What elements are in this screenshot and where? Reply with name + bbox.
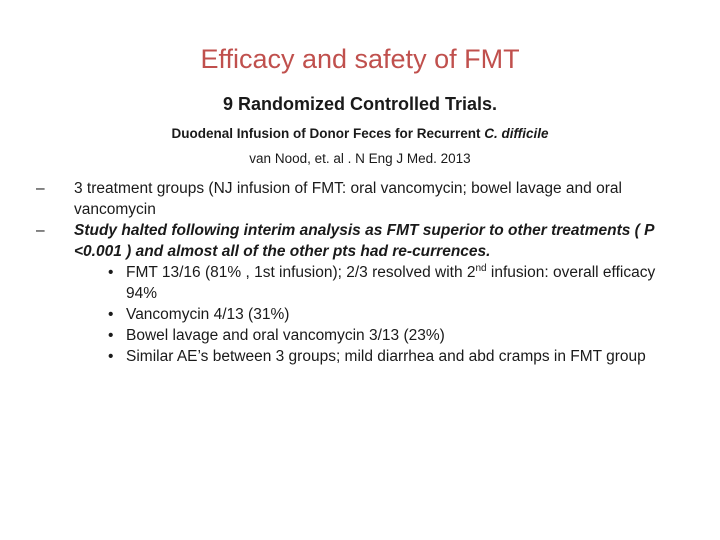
sub-bullet-item (30, 346, 690, 367)
sub-bullet-text (126, 264, 655, 302)
reference-title-text: Duodenal Infusion of Donor Feces for Recurrent (171, 126, 485, 141)
reference-citation: van Nood, et. al . N Eng J Med. 2013 (249, 151, 471, 166)
dash-marker: – (36, 180, 45, 197)
slide-subtitle: 9 Randomized Controlled Trials. (222, 94, 498, 114)
sub-bullet-text-part: FMT 13/16 (81% , 1st infusion); 2/3 resolved with 2 (126, 264, 476, 281)
bullet-dot: • (108, 306, 114, 323)
sub-bullet-text: Similar AE’s between 3 groups; mild diarrhea and abd cramps in FMT group (126, 348, 646, 365)
sub-bullet-text: Bowel lavage and oral vancomycin 3/13 (23%) (126, 327, 445, 344)
bullet-item (30, 220, 690, 262)
bullet-text: Study halted following interim analysis as FMT superior to other treatments ( P <0.001 ) and almost all of the other pts had re-currences. (74, 222, 654, 260)
bullet-dot: • (108, 264, 114, 281)
reference-title-organism: C. difficile (484, 126, 549, 141)
sub-bullet-item (30, 262, 690, 304)
sub-bullet-text-part: infusion: overall efficacy 94% (126, 264, 656, 302)
dash-marker: – (36, 222, 45, 239)
sub-bullet-text: Vancomycin 4/13 (31%) (126, 306, 290, 323)
reference-title (0, 126, 720, 141)
slide-title: Efficacy and safety of FMT (200, 44, 520, 74)
bullet-item (30, 178, 690, 220)
bullet-text: 3 treatment groups (NJ infusion of FMT: oral vancomycin; bowel lavage and oral vancomycin (74, 180, 622, 218)
bullet-dot: • (108, 327, 114, 344)
superscript: nd (475, 262, 487, 274)
bullet-list (30, 178, 690, 367)
sub-bullet-item (30, 325, 690, 346)
sub-bullet-item (30, 304, 690, 325)
bullet-dot: • (108, 348, 114, 365)
